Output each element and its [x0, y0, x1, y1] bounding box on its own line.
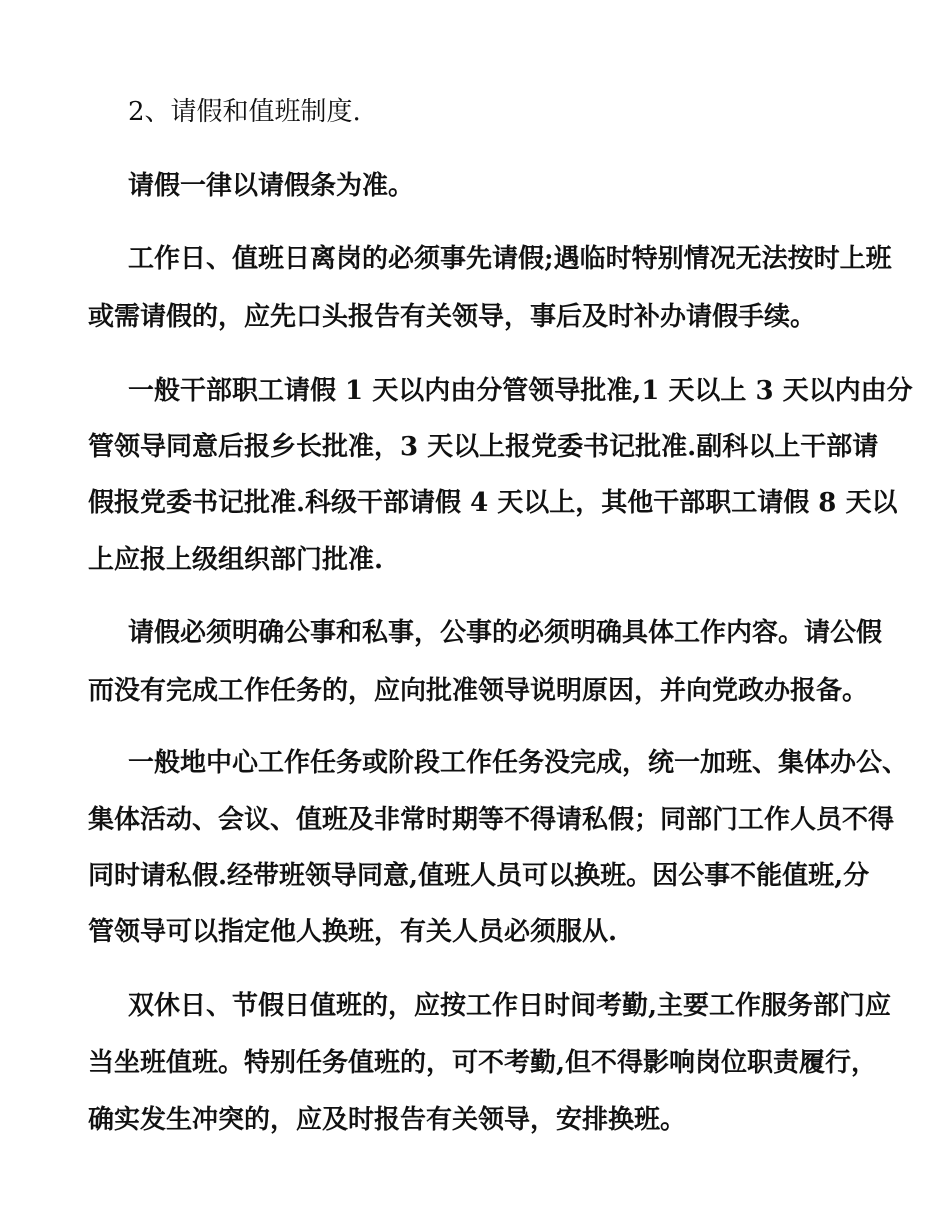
paragraph-2-line-2: 或需请假的，应先口头报告有关领导，事后及时补办请假手续。: [88, 302, 817, 332]
paragraph-5-line-2: 集体活动、会议、值班及非常时期等不得请私假；同部门工作人员不得: [88, 805, 895, 835]
paragraph-3-line-3: 假报党委书记批准.科级干部请假 4 天以上，其他干部职工请假 8 天以: [88, 488, 898, 518]
paragraph-4-line-2: 而没有完成工作任务的，应向批准领导说明原因，并向党政办报备。: [88, 676, 869, 706]
paragraph-2-line-1: 工作日、值班日离岗的必须事先请假;遇临时特别情况无法按时上班: [128, 244, 892, 274]
section-heading: 2、请假和值班制度.: [128, 97, 361, 127]
paragraph-6-line-2: 当坐班值班。特别任务值班的，可不考勤,但不得影响岗位职责履行，: [88, 1048, 878, 1078]
paragraph-1-line-1: 请假一律以请假条为准。: [128, 171, 415, 201]
paragraph-5-line-1: 一般地中心工作任务或阶段工作任务没完成，统一加班、集体办公、: [128, 748, 909, 778]
paragraph-5-line-4: 管领导可以指定他人换班，有关人员必须服从.: [88, 917, 618, 947]
paragraph-6-line-1: 双休日、节假日值班的，应按工作日时间考勤,主要工作服务部门应: [128, 991, 892, 1021]
paragraph-3-line-1: 一般干部职工请假 1 天以内由分管领导批准,1 天以上 3 天以内由分: [128, 376, 913, 406]
paragraph-3-line-4: 上应报上级组织部门批准.: [88, 545, 384, 575]
paragraph-4-line-1: 请假必须明确公事和私事，公事的必须明确具体工作内容。请公假: [128, 618, 883, 648]
paragraph-5-line-3: 同时请私假.经带班领导同意,值班人员可以换班。因公事不能值班,分: [88, 861, 870, 891]
paragraph-6-line-3: 确实发生冲突的，应及时报告有关领导，安排换班。: [88, 1105, 687, 1135]
paragraph-3-line-2: 管领导同意后报乡长批准，3 天以上报党委书记批准.副科以上干部请: [88, 432, 879, 462]
